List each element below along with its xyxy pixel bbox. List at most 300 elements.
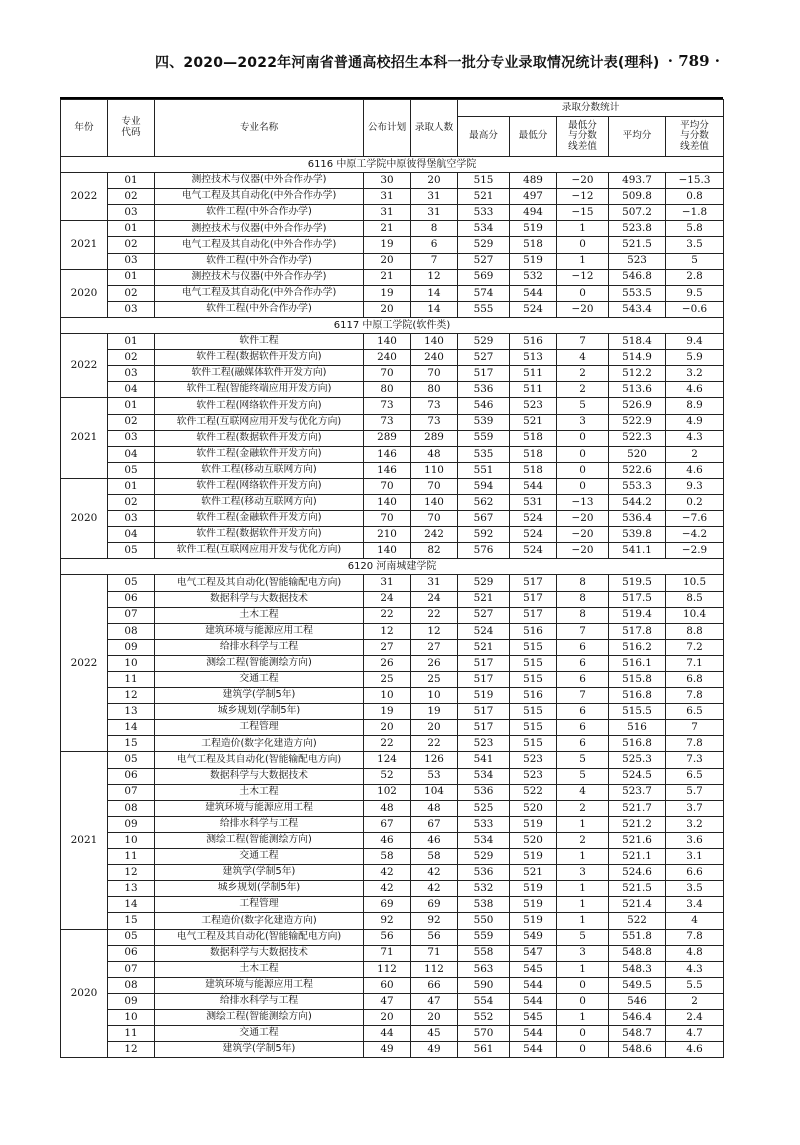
min-diff-cell: 6 bbox=[557, 720, 609, 736]
min-diff-cell: 1 bbox=[557, 897, 609, 913]
min-score-cell: 515 bbox=[510, 639, 557, 655]
code-cell: 04 bbox=[108, 446, 155, 462]
min-score-cell: 511 bbox=[510, 382, 557, 398]
admitted-cell: 69 bbox=[411, 897, 458, 913]
avg-diff-cell: 3.2 bbox=[666, 816, 724, 832]
plan-cell: 70 bbox=[364, 366, 411, 382]
plan-cell: 80 bbox=[364, 382, 411, 398]
table-row bbox=[61, 1026, 724, 1042]
admitted-cell: 22 bbox=[411, 736, 458, 752]
avg-score-cell: 521.6 bbox=[609, 832, 666, 848]
min-score-cell: 518 bbox=[510, 446, 557, 462]
min-score-cell: 545 bbox=[510, 1009, 557, 1025]
avg-score-cell: 522.3 bbox=[609, 430, 666, 446]
major-name-cell: 工程造价(数字化建造方向) bbox=[155, 913, 364, 929]
code-cell: 01 bbox=[108, 173, 155, 189]
major-name-cell: 建筑环境与能源应用工程 bbox=[155, 623, 364, 639]
min-diff-cell: 3 bbox=[557, 945, 609, 961]
code-cell: 03 bbox=[108, 511, 155, 527]
min-diff-cell: 6 bbox=[557, 639, 609, 655]
avg-score-cell: 515.5 bbox=[609, 704, 666, 720]
min-diff-cell: 0 bbox=[557, 462, 609, 478]
admitted-cell: 48 bbox=[411, 446, 458, 462]
table-row bbox=[61, 494, 724, 510]
avg-diff-cell: 6.6 bbox=[666, 865, 724, 881]
min-diff-cell: 8 bbox=[557, 575, 609, 591]
max-score-cell: 521 bbox=[458, 639, 510, 655]
plan-cell: 22 bbox=[364, 736, 411, 752]
avg-diff-cell: 2 bbox=[666, 446, 724, 462]
year-cell: 2022 bbox=[61, 575, 108, 752]
admitted-cell: 19 bbox=[411, 704, 458, 720]
max-score-cell: 536 bbox=[458, 865, 510, 881]
max-score-cell: 536 bbox=[458, 382, 510, 398]
table-row bbox=[61, 688, 724, 704]
admitted-cell: 70 bbox=[411, 366, 458, 382]
code-cell: 01 bbox=[108, 478, 155, 494]
min-score-cell: 515 bbox=[510, 672, 557, 688]
avg-diff-cell: 6.5 bbox=[666, 704, 724, 720]
admitted-cell: 22 bbox=[411, 607, 458, 623]
admitted-cell: 110 bbox=[411, 462, 458, 478]
year-cell: 2020 bbox=[61, 478, 108, 558]
max-score-cell: 576 bbox=[458, 543, 510, 559]
avg-score-cell: 516.2 bbox=[609, 639, 666, 655]
plan-cell: 124 bbox=[364, 752, 411, 768]
min-diff-cell: 5 bbox=[557, 752, 609, 768]
code-cell: 14 bbox=[108, 720, 155, 736]
avg-diff-cell: 0.8 bbox=[666, 189, 724, 205]
min-score-cell: 523 bbox=[510, 768, 557, 784]
major-name-cell: 土木工程 bbox=[155, 784, 364, 800]
avg-diff-cell: 7.2 bbox=[666, 639, 724, 655]
admitted-cell: 73 bbox=[411, 414, 458, 430]
code-cell: 01 bbox=[108, 334, 155, 350]
avg-diff-cell: 3.2 bbox=[666, 366, 724, 382]
table-row bbox=[61, 334, 724, 350]
major-name-cell: 数据科学与大数据技术 bbox=[155, 945, 364, 961]
major-name-cell: 电气工程及其自动化(智能输配电方向) bbox=[155, 752, 364, 768]
avg-score-cell: 546.4 bbox=[609, 1009, 666, 1025]
min-score-cell: 544 bbox=[510, 993, 557, 1009]
min-diff-cell: 1 bbox=[557, 849, 609, 865]
avg-score-cell: 516.8 bbox=[609, 688, 666, 704]
min-diff-cell: 6 bbox=[557, 672, 609, 688]
major-name-cell: 软件工程(互联网应用开发与优化方向) bbox=[155, 414, 364, 430]
admitted-cell: 7 bbox=[411, 253, 458, 269]
min-diff-cell: −13 bbox=[557, 494, 609, 510]
max-score-cell: 532 bbox=[458, 881, 510, 897]
table-row bbox=[61, 993, 724, 1009]
max-score-cell: 533 bbox=[458, 816, 510, 832]
major-name-cell: 测绘工程(智能测绘方向) bbox=[155, 832, 364, 848]
admitted-cell: 242 bbox=[411, 527, 458, 543]
min-score-cell: 532 bbox=[510, 269, 557, 285]
table-row bbox=[61, 881, 724, 897]
table-row bbox=[61, 655, 724, 671]
min-score-cell: 531 bbox=[510, 494, 557, 510]
plan-cell: 210 bbox=[364, 527, 411, 543]
max-score-cell: 521 bbox=[458, 189, 510, 205]
avg-score-cell: 553.5 bbox=[609, 285, 666, 301]
admitted-cell: 8 bbox=[411, 221, 458, 237]
avg-score-cell: 519.4 bbox=[609, 607, 666, 623]
max-score-cell: 529 bbox=[458, 849, 510, 865]
min-score-cell: 519 bbox=[510, 253, 557, 269]
table-row bbox=[61, 430, 724, 446]
table-row bbox=[61, 237, 724, 253]
max-score-cell: 529 bbox=[458, 237, 510, 253]
max-score-cell: 569 bbox=[458, 269, 510, 285]
plan-cell: 20 bbox=[364, 1009, 411, 1025]
avg-diff-cell: 2.4 bbox=[666, 1009, 724, 1025]
table-row bbox=[61, 591, 724, 607]
avg-diff-cell: 5 bbox=[666, 253, 724, 269]
table-row bbox=[61, 221, 724, 237]
code-cell: 01 bbox=[108, 269, 155, 285]
major-name-cell: 软件工程(网络软件开发方向) bbox=[155, 398, 364, 414]
table-row bbox=[61, 575, 724, 591]
year-cell: 2021 bbox=[61, 752, 108, 929]
table-row bbox=[61, 800, 724, 816]
plan-cell: 146 bbox=[364, 446, 411, 462]
avg-score-cell: 543.4 bbox=[609, 301, 666, 317]
min-diff-cell: 5 bbox=[557, 768, 609, 784]
avg-diff-cell: 4.6 bbox=[666, 462, 724, 478]
min-score-cell: 544 bbox=[510, 478, 557, 494]
admitted-cell: 112 bbox=[411, 961, 458, 977]
code-cell: 12 bbox=[108, 688, 155, 704]
avg-score-cell: 507.2 bbox=[609, 205, 666, 221]
admitted-cell: 42 bbox=[411, 865, 458, 881]
min-diff-cell: 0 bbox=[557, 1026, 609, 1042]
code-cell: 13 bbox=[108, 881, 155, 897]
plan-cell: 70 bbox=[364, 478, 411, 494]
min-diff-cell: −12 bbox=[557, 269, 609, 285]
min-score-cell: 520 bbox=[510, 800, 557, 816]
min-diff-cell: 1 bbox=[557, 961, 609, 977]
max-score-cell: 534 bbox=[458, 221, 510, 237]
code-cell: 15 bbox=[108, 736, 155, 752]
code-cell: 15 bbox=[108, 913, 155, 929]
table-row bbox=[61, 414, 724, 430]
avg-score-cell: 546.8 bbox=[609, 269, 666, 285]
admitted-cell: 12 bbox=[411, 269, 458, 285]
code-cell: 12 bbox=[108, 1042, 155, 1058]
col-header-min-diff: 最低分 与分数 线差值 bbox=[557, 117, 609, 157]
min-diff-cell: −12 bbox=[557, 189, 609, 205]
max-score-cell: 534 bbox=[458, 768, 510, 784]
major-name-cell: 测绘工程(智能测绘方向) bbox=[155, 1009, 364, 1025]
major-name-cell: 建筑学(学制5年) bbox=[155, 688, 364, 704]
min-score-cell: 519 bbox=[510, 816, 557, 832]
max-score-cell: 552 bbox=[458, 1009, 510, 1025]
min-diff-cell: 2 bbox=[557, 832, 609, 848]
col-header-avg-diff: 平均分 与分数 线差值 bbox=[666, 117, 724, 157]
table-row bbox=[61, 350, 724, 366]
admitted-cell: 14 bbox=[411, 301, 458, 317]
max-score-cell: 523 bbox=[458, 736, 510, 752]
min-score-cell: 497 bbox=[510, 189, 557, 205]
max-score-cell: 536 bbox=[458, 784, 510, 800]
min-score-cell: 519 bbox=[510, 913, 557, 929]
min-diff-cell: 4 bbox=[557, 784, 609, 800]
plan-cell: 67 bbox=[364, 816, 411, 832]
major-name-cell: 土木工程 bbox=[155, 607, 364, 623]
min-diff-cell: 0 bbox=[557, 237, 609, 253]
major-name-cell: 电气工程及其自动化(中外合作办学) bbox=[155, 189, 364, 205]
admitted-cell: 104 bbox=[411, 784, 458, 800]
code-cell: 05 bbox=[108, 929, 155, 945]
major-name-cell: 软件工程(网络软件开发方向) bbox=[155, 478, 364, 494]
plan-cell: 289 bbox=[364, 430, 411, 446]
code-cell: 05 bbox=[108, 543, 155, 559]
major-name-cell: 软件工程(数据软件开发方向) bbox=[155, 527, 364, 543]
major-name-cell: 电气工程及其自动化(中外合作办学) bbox=[155, 285, 364, 301]
avg-diff-cell: 4.9 bbox=[666, 414, 724, 430]
admitted-cell: 140 bbox=[411, 334, 458, 350]
min-diff-cell: 5 bbox=[557, 398, 609, 414]
code-cell: 02 bbox=[108, 350, 155, 366]
plan-cell: 73 bbox=[364, 414, 411, 430]
max-score-cell: 541 bbox=[458, 752, 510, 768]
min-score-cell: 519 bbox=[510, 221, 557, 237]
max-score-cell: 517 bbox=[458, 720, 510, 736]
max-score-cell: 558 bbox=[458, 945, 510, 961]
min-diff-cell: 6 bbox=[557, 704, 609, 720]
page-title: 四、2020—2022年河南省普通高校招生本科一批分专业录取情况统计表(理科) bbox=[155, 55, 660, 71]
plan-cell: 58 bbox=[364, 849, 411, 865]
table-row bbox=[61, 269, 724, 285]
major-name-cell: 软件工程(中外合作办学) bbox=[155, 205, 364, 221]
major-name-cell: 测控技术与仪器(中外合作办学) bbox=[155, 221, 364, 237]
admitted-cell: 92 bbox=[411, 913, 458, 929]
admitted-cell: 20 bbox=[411, 173, 458, 189]
table-row bbox=[61, 704, 724, 720]
min-score-cell: 524 bbox=[510, 527, 557, 543]
min-score-cell: 519 bbox=[510, 849, 557, 865]
avg-diff-cell: 3.4 bbox=[666, 897, 724, 913]
avg-score-cell: 553.3 bbox=[609, 478, 666, 494]
code-cell: 02 bbox=[108, 189, 155, 205]
admitted-cell: 70 bbox=[411, 478, 458, 494]
plan-cell: 46 bbox=[364, 832, 411, 848]
min-score-cell: 516 bbox=[510, 334, 557, 350]
code-cell: 05 bbox=[108, 575, 155, 591]
plan-cell: 47 bbox=[364, 993, 411, 1009]
code-cell: 03 bbox=[108, 253, 155, 269]
min-diff-cell: 1 bbox=[557, 881, 609, 897]
admitted-cell: 56 bbox=[411, 929, 458, 945]
major-name-cell: 软件工程(中外合作办学) bbox=[155, 253, 364, 269]
code-cell: 06 bbox=[108, 591, 155, 607]
avg-score-cell: 522.6 bbox=[609, 462, 666, 478]
col-header-code: 专业 代码 bbox=[108, 100, 155, 157]
plan-cell: 48 bbox=[364, 800, 411, 816]
table-body bbox=[61, 157, 724, 1058]
admitted-cell: 24 bbox=[411, 591, 458, 607]
admitted-cell: 140 bbox=[411, 494, 458, 510]
table-row bbox=[61, 398, 724, 414]
major-name-cell: 数据科学与大数据技术 bbox=[155, 591, 364, 607]
code-cell: 08 bbox=[108, 800, 155, 816]
max-score-cell: 570 bbox=[458, 1026, 510, 1042]
max-score-cell: 521 bbox=[458, 591, 510, 607]
min-score-cell: 519 bbox=[510, 881, 557, 897]
avg-score-cell: 548.8 bbox=[609, 945, 666, 961]
min-diff-cell: 0 bbox=[557, 1042, 609, 1058]
plan-cell: 112 bbox=[364, 961, 411, 977]
avg-diff-cell: 7.8 bbox=[666, 688, 724, 704]
min-diff-cell: 1 bbox=[557, 253, 609, 269]
max-score-cell: 533 bbox=[458, 205, 510, 221]
table-row bbox=[61, 366, 724, 382]
code-cell: 01 bbox=[108, 221, 155, 237]
major-name-cell: 交通工程 bbox=[155, 672, 364, 688]
max-score-cell: 529 bbox=[458, 575, 510, 591]
year-cell: 2020 bbox=[61, 269, 108, 317]
min-score-cell: 544 bbox=[510, 1026, 557, 1042]
table-row bbox=[61, 253, 724, 269]
min-score-cell: 517 bbox=[510, 607, 557, 623]
min-diff-cell: 2 bbox=[557, 800, 609, 816]
code-cell: 10 bbox=[108, 655, 155, 671]
min-diff-cell: 0 bbox=[557, 446, 609, 462]
code-cell: 02 bbox=[108, 414, 155, 430]
max-score-cell: 534 bbox=[458, 832, 510, 848]
admitted-cell: 82 bbox=[411, 543, 458, 559]
code-cell: 03 bbox=[108, 205, 155, 221]
major-name-cell: 测绘工程(智能测绘方向) bbox=[155, 655, 364, 671]
avg-score-cell: 541.1 bbox=[609, 543, 666, 559]
admitted-cell: 31 bbox=[411, 205, 458, 221]
max-score-cell: 527 bbox=[458, 607, 510, 623]
avg-score-cell: 551.8 bbox=[609, 929, 666, 945]
plan-cell: 20 bbox=[364, 253, 411, 269]
avg-score-cell: 523 bbox=[609, 253, 666, 269]
admitted-cell: 10 bbox=[411, 688, 458, 704]
avg-diff-cell: 5.7 bbox=[666, 784, 724, 800]
avg-score-cell: 521.5 bbox=[609, 881, 666, 897]
code-cell: 07 bbox=[108, 961, 155, 977]
major-name-cell: 软件工程(融媒体软件开发方向) bbox=[155, 366, 364, 382]
min-diff-cell: 1 bbox=[557, 221, 609, 237]
min-score-cell: 518 bbox=[510, 237, 557, 253]
max-score-cell: 538 bbox=[458, 897, 510, 913]
code-cell: 06 bbox=[108, 945, 155, 961]
min-score-cell: 515 bbox=[510, 704, 557, 720]
major-name-cell: 交通工程 bbox=[155, 1026, 364, 1042]
admitted-cell: 42 bbox=[411, 881, 458, 897]
min-score-cell: 524 bbox=[510, 301, 557, 317]
min-diff-cell: 8 bbox=[557, 607, 609, 623]
max-score-cell: 574 bbox=[458, 285, 510, 301]
table-row bbox=[61, 672, 724, 688]
plan-cell: 20 bbox=[364, 301, 411, 317]
table-row bbox=[61, 816, 724, 832]
table-row bbox=[61, 462, 724, 478]
admitted-cell: 289 bbox=[411, 430, 458, 446]
min-score-cell: 489 bbox=[510, 173, 557, 189]
avg-score-cell: 536.4 bbox=[609, 511, 666, 527]
min-diff-cell: −20 bbox=[557, 527, 609, 543]
min-score-cell: 549 bbox=[510, 929, 557, 945]
min-diff-cell: 0 bbox=[557, 977, 609, 993]
table-row bbox=[61, 784, 724, 800]
min-score-cell: 524 bbox=[510, 543, 557, 559]
avg-score-cell: 521.5 bbox=[609, 237, 666, 253]
max-score-cell: 515 bbox=[458, 173, 510, 189]
avg-diff-cell: −1.8 bbox=[666, 205, 724, 221]
avg-diff-cell: 2 bbox=[666, 993, 724, 1009]
admitted-cell: 126 bbox=[411, 752, 458, 768]
avg-score-cell: 519.5 bbox=[609, 575, 666, 591]
major-name-cell: 数据科学与大数据技术 bbox=[155, 768, 364, 784]
table-row bbox=[61, 1009, 724, 1025]
avg-score-cell: 520 bbox=[609, 446, 666, 462]
min-diff-cell: 2 bbox=[557, 366, 609, 382]
min-diff-cell: −20 bbox=[557, 173, 609, 189]
min-diff-cell: 3 bbox=[557, 865, 609, 881]
col-header-min: 最低分 bbox=[510, 117, 557, 157]
table-row bbox=[61, 543, 724, 559]
school-title: 6120 河南城建学院 bbox=[61, 559, 724, 575]
avg-diff-cell: 7.3 bbox=[666, 752, 724, 768]
admitted-cell: 80 bbox=[411, 382, 458, 398]
avg-diff-cell: 4.7 bbox=[666, 1026, 724, 1042]
school-header-row bbox=[61, 157, 724, 173]
avg-score-cell: 514.9 bbox=[609, 350, 666, 366]
major-name-cell: 软件工程(数据软件开发方向) bbox=[155, 430, 364, 446]
plan-cell: 102 bbox=[364, 784, 411, 800]
avg-score-cell: 522 bbox=[609, 913, 666, 929]
min-diff-cell: −15 bbox=[557, 205, 609, 221]
plan-cell: 69 bbox=[364, 897, 411, 913]
major-name-cell: 给排水科学与工程 bbox=[155, 993, 364, 1009]
min-diff-cell: 6 bbox=[557, 736, 609, 752]
code-cell: 02 bbox=[108, 285, 155, 301]
table-row bbox=[61, 977, 724, 993]
avg-score-cell: 549.5 bbox=[609, 977, 666, 993]
avg-diff-cell: 8.5 bbox=[666, 591, 724, 607]
major-name-cell: 建筑学(学制5年) bbox=[155, 865, 364, 881]
min-diff-cell: 3 bbox=[557, 414, 609, 430]
plan-cell: 24 bbox=[364, 591, 411, 607]
avg-diff-cell: 4 bbox=[666, 913, 724, 929]
max-score-cell: 567 bbox=[458, 511, 510, 527]
plan-cell: 27 bbox=[364, 639, 411, 655]
avg-diff-cell: 7.8 bbox=[666, 929, 724, 945]
avg-diff-cell: −0.6 bbox=[666, 301, 724, 317]
table-row bbox=[61, 527, 724, 543]
major-name-cell: 软件工程(智能终端应用开发方向) bbox=[155, 382, 364, 398]
min-score-cell: 523 bbox=[510, 398, 557, 414]
max-score-cell: 546 bbox=[458, 398, 510, 414]
min-score-cell: 515 bbox=[510, 720, 557, 736]
table-row bbox=[61, 301, 724, 317]
major-name-cell: 软件工程(金融软件开发方向) bbox=[155, 511, 364, 527]
year-cell: 2022 bbox=[61, 334, 108, 398]
admitted-cell: 12 bbox=[411, 623, 458, 639]
avg-diff-cell: 0.2 bbox=[666, 494, 724, 510]
year-cell: 2020 bbox=[61, 929, 108, 1058]
avg-diff-cell: 8.9 bbox=[666, 398, 724, 414]
min-diff-cell: 4 bbox=[557, 350, 609, 366]
table-row bbox=[61, 752, 724, 768]
major-name-cell: 给排水科学与工程 bbox=[155, 639, 364, 655]
avg-diff-cell: 8.8 bbox=[666, 623, 724, 639]
table-row bbox=[61, 285, 724, 301]
